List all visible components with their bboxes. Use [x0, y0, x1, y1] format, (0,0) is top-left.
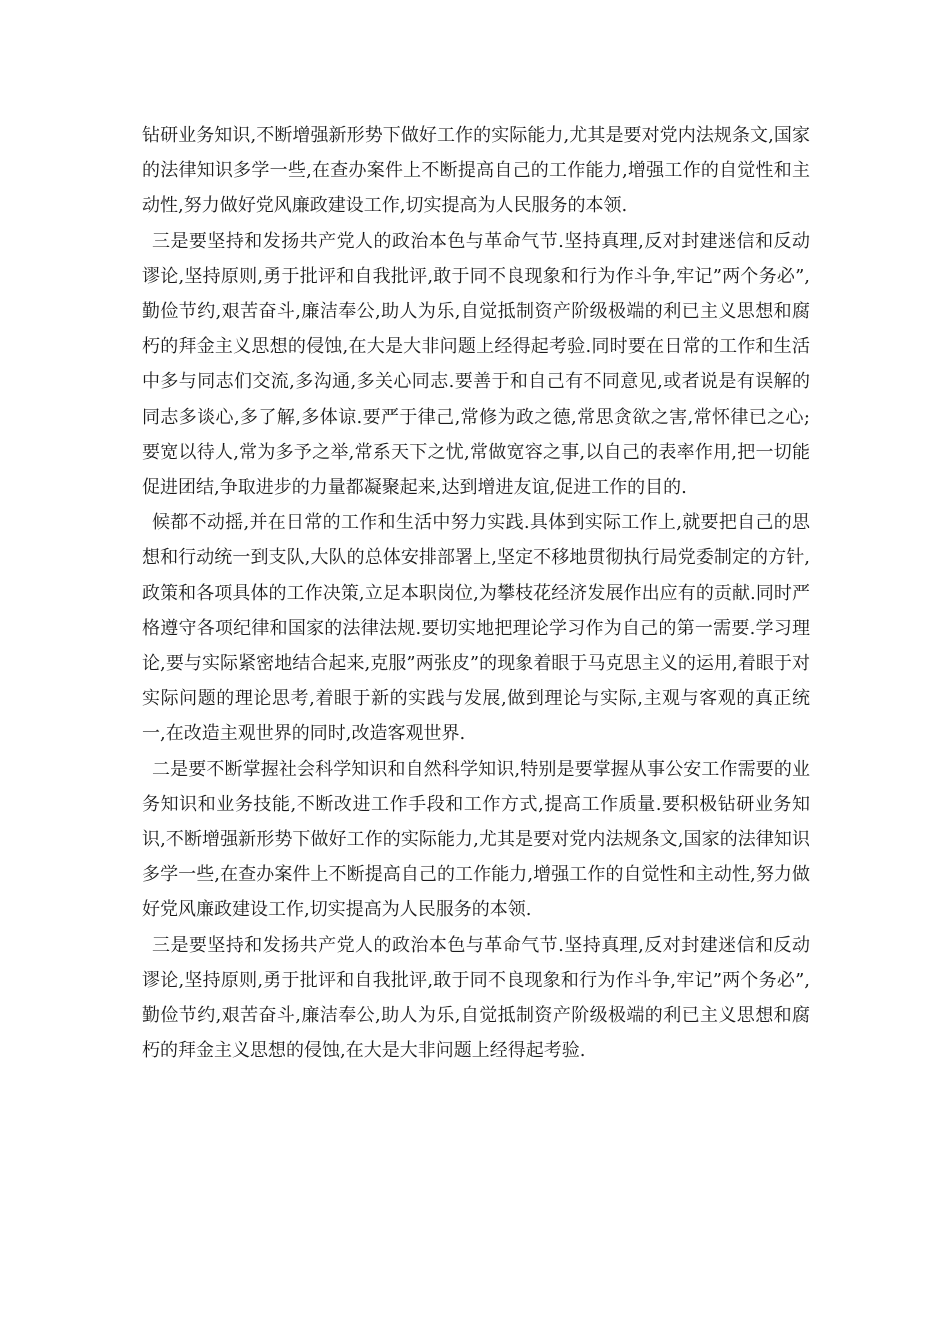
document-body	[142, 118, 810, 1068]
paragraph-3: 候都不动摇,并在日常的工作和生活中努力实践.具体到实际工作上,就要把自己的思想和行动统一到支队,大队的总体安排部署上,坚定不移地贯彻执行局党委制定的方针,政策和各项具体的工作决策,立足本职岗位,为攀枝花经济发展作出应有的贡献.同时严格遵守各项纪律和国家的法律法规.要切实地把理论学习作为自己的第一需要.学习理论,要与实际紧密地结合起来,克服”两张皮”的现象着眼于马克思主义的运用,着眼于对实际问题的理论思考,着眼于新的实践与发展,做到理论与实际,主观与客观的真正统一,在改造主观世界的同时,改造客观世界.	[142, 512, 810, 745]
paragraph-5: 三是要坚持和发扬共产党人的政治本色与革命气节.坚持真理,反对封建迷信和反动谬论,坚持原则,勇于批评和自我批评,敢于同不良现象和行为作斗争,牢记”两个务必”,勤俭节约,艰苦奋斗,廉洁奉公,助人为乐,自觉抵制资产阶级极端的利已主义思想和腐朽的拜金主义思想的侵蚀,在大是大非问题上经得起考验.	[142, 934, 810, 1062]
paragraph-4: 二是要不断掌握社会科学知识和自然科学知识,特别是要掌握从事公安工作需要的业务知识和业务技能,不断改进工作手段和工作方式,提高工作质量.要积极钻研业务知识,不断增强新形势下做好工作的实际能力,尤其是要对党内法规条文,国家的法律知识多学一些,在查办案件上不断提高自己的工作能力,增强工作的自觉性和主动性,努力做好党风廉政建设工作,切实提高为人民服务的本领.	[142, 758, 810, 921]
paragraph-1: 钻研业务知识,不断增强新形势下做好工作的实际能力,尤其是要对党内法规条文,国家的法律知识多学一些,在查办案件上不断提高自己的工作能力,增强工作的自觉性和主动性,努力做好党风廉政建设工作,切实提高为人民服务的本领.	[142, 125, 810, 217]
paragraph-2: 三是要坚持和发扬共产党人的政治本色与革命气节.坚持真理,反对封建迷信和反动谬论,坚持原则,勇于批评和自我批评,敢于同不良现象和行为作斗争,牢记”两个务必”,勤俭节约,艰苦奋斗,廉洁奉公,助人为乐,自觉抵制资产阶级极端的利已主义思想和腐朽的拜金主义思想的侵蚀,在大是大非问题上经得起考验.同时要在日常的工作和生活中多与同志们交流,多沟通,多关心同志.要善于和自己有不同意见,或者说是有误解的同志多谈心,多了解,多体谅.要严于律己,常修为政之德,常思贪欲之害,常怀律已之心;要宽以待人,常为多予之举,常系天下之忧,常做宽容之事,以自己的表率作用,把一切能促进团结,争取进步的力量都凝聚起来,达到增进友谊,促进工作的目的.	[142, 230, 810, 499]
